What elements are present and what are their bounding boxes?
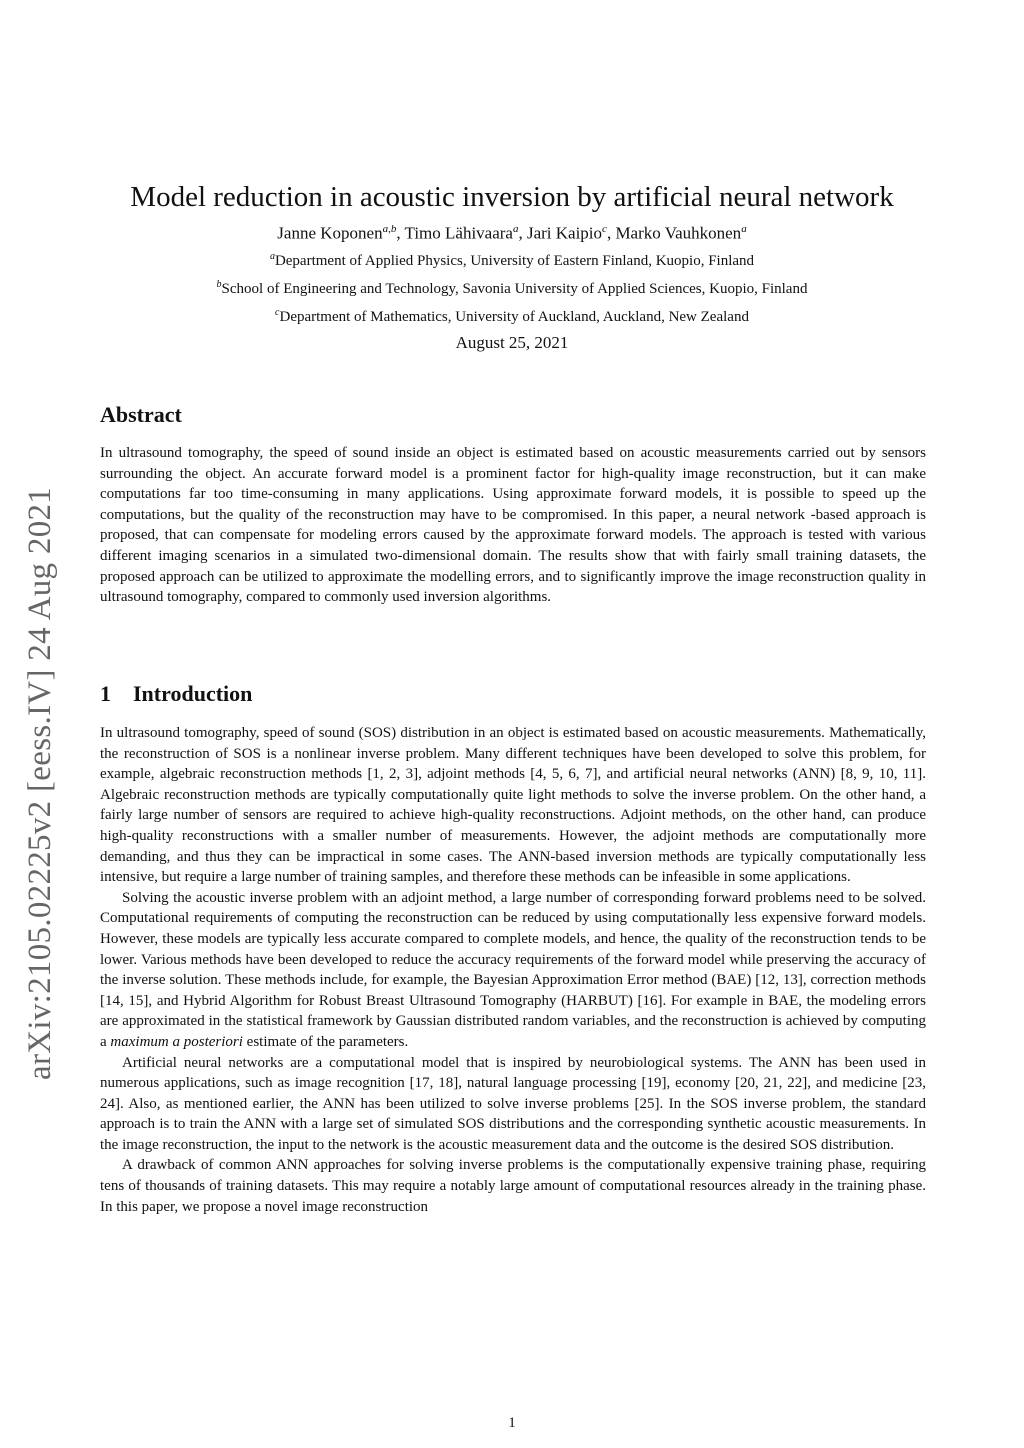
author-affiliation-mark: a bbox=[512, 223, 519, 235]
affiliation-text: Department of Applied Physics, University of Eastern Finland, Kuopio, Finland bbox=[274, 253, 755, 269]
paragraph bbox=[100, 888, 926, 1053]
paper-title: Model reduction in acoustic inversion by artificial neural network bbox=[130, 181, 894, 214]
author-affiliation-mark: a bbox=[741, 223, 747, 235]
arxiv-identifier[interactable]: arXiv:2105.02225v2 [eess.IV] 24 Aug 2021 bbox=[22, 486, 58, 1080]
abstract-heading: Abstract bbox=[100, 402, 182, 427]
author-name: Marko Vauhkonen bbox=[615, 223, 742, 243]
section-heading-introduction bbox=[100, 680, 252, 708]
section-title: Introduction bbox=[133, 681, 253, 706]
affiliation-mark: c bbox=[275, 307, 280, 318]
affiliation bbox=[60, 301, 964, 329]
abstract-body bbox=[100, 443, 926, 608]
affiliation-text: Department of Mathematics, University of Auckland, Auckland, New Zealand bbox=[279, 309, 749, 325]
author-name: Timo Lähivaara bbox=[404, 223, 513, 243]
author-affiliation-mark: a,b bbox=[382, 223, 397, 235]
paragraph: Artificial neural networks are a computational model that is inspired by neurobiological systems. The ANN has been used in numerous applications, such as image recognition [17, 18], natural language processing [19], economy [20, 21, 22], and medicine [23, 24]. Also, as mentioned earlier, the ANN has been utilized to solve inverse problems [25]. In the SOS inverse problem, the standard approach is to train the ANN with a large set of simulated SOS distributions and the corresponding synthetic acoustic measurements. In the image reconstruction, the input to the network is the acoustic measurement data and the outcome is the desired SOS distribution. bbox=[100, 1054, 926, 1153]
author-affiliation-mark: c bbox=[602, 223, 607, 235]
author-name: Janne Koponen bbox=[277, 223, 383, 243]
paragraph: In ultrasound tomography, speed of sound (SOS) distribution in an object is estimated based on acoustic measurements. Mathematically, the reconstruction of SOS is a nonlinear inverse problem. Many different techniques have been developed to solve this problem, for example, algebraic reconstruction methods [1, 2, 3], adjoint methods [4, 5, 6, 7], and artificial neural networks (ANN) [8, 9, 10, 11]. Algebraic reconstruction methods are typically computationally quite light methods to solve the inverse problem. On the other hand, a fairly large number of sensors are required to achieve high-quality reconstructions. Adjoint methods, on the other hand, can produce high-quality reconstructions with a smaller number of measurements. However, the adjoint methods are computationally more demanding, and thus they can be impractical in some cases. The ANN-based inversion methods are typically computationally less intensive, but require a large number of training samples, and therefore these methods can be infeasible in some applications. bbox=[100, 725, 926, 886]
paper-date: August 25, 2021 bbox=[455, 333, 569, 352]
paragraph-text: estimate of the parameters. bbox=[242, 1033, 409, 1050]
affiliation bbox=[60, 245, 964, 273]
author-name: Jari Kaipio bbox=[526, 223, 603, 243]
affiliation bbox=[60, 273, 964, 301]
section-number: 1 bbox=[100, 681, 111, 706]
paragraph-text: Solving the acoustic inverse problem with an adjoint method, a large number of corresponding forward problems need to be solved. Computational requirements of computing the reconstruction can be reduced by using computationally less expensive forward models. However, these models are typically less accurate compared to complete models, and hence, the quality of the reconstruction tends to be lower. Various methods have been developed to reduce the accuracy requirements of the forward model while preserving the accuracy of the inverse solution. These methods include, for example, the Bayesian Approximation Error method (BAE) [12, 13], correction methods [14, 15], and Hybrid Algorithm for Robust Breast Ultrasound Tomography (HARBUT) [16]. For example in BAE, the modeling errors are approximated in the statistical framework by Gaussian distributed random variables, and the reconstruction is achieved by computing a bbox=[100, 889, 926, 1050]
emphasis-text: maximum a posteriori bbox=[110, 1033, 243, 1050]
paragraph: A drawback of common ANN approaches for solving inverse problems is the computationally expensive training phase, requiring tens of thousands of training datasets. This may require a notably large amount of computational resources already in the training phase. In this paper, we propose a novel image reconstruction bbox=[100, 1157, 926, 1215]
affiliation-text: School of Engineering and Technology, Savonia University of Applied Sciences, Kuopio, Finland bbox=[221, 281, 808, 297]
affiliation-mark: b bbox=[216, 279, 222, 290]
affiliation-mark: a bbox=[269, 251, 275, 262]
abstract-paragraph: In ultrasound tomography, the speed of sound inside an object is estimated based on acoustic measurements carried out by sensors surrounding the object. An accurate forward model is a prominent factor for high-quality image reconstruction, but it can make computations far too time-consuming in many applications. Using approximate forward models, it is possible to speed up the computations, but the quality of the reconstruction may have to be compromised. In this paper, a neural network -based approach is proposed, that can compensate for modeling errors caused by the approximate forward models. The approach is tested with various different imaging scenarios in a simulated two-dimensional domain. The results show that with fairly small training datasets, the proposed approach can be utilized to approximate the modelling errors, and to significantly improve the image reconstruction quality in ultrasound tomography, compared to commonly used inversion algorithms. bbox=[100, 445, 926, 606]
introduction-body bbox=[100, 723, 926, 1217]
affiliation-list bbox=[60, 245, 964, 329]
author-list: Janne Koponen$^{a,b}$, Timo Lähivaara$^a$, Jari Kaipio$^c$, Marko Vauhkonen$^a$ bbox=[277, 223, 747, 243]
page-number: 1 bbox=[508, 1415, 516, 1431]
